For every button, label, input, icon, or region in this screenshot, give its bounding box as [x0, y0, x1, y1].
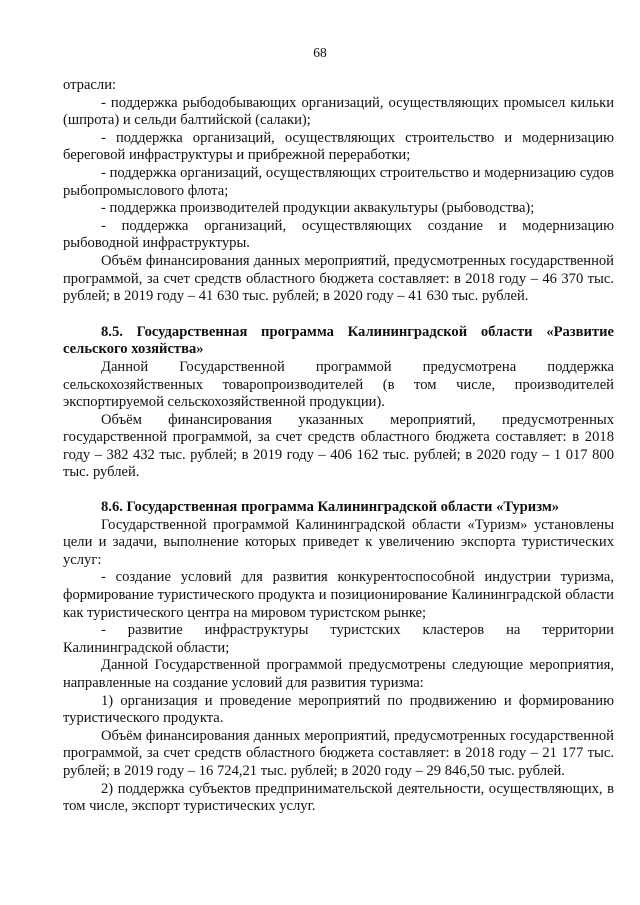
paragraph-funding-agriculture: Объём финансирования указанных мероприятий, предусмотренных государственной программой, за счет средств областного бюджета составляет: в 2018 году – 382 432 тыс. рублей; в 2019 году – 406 162 тыс. рублей; в 2020 году – 1 017 800 тыс. рублей.: [63, 411, 614, 481]
page-number: 68: [313, 45, 327, 60]
paragraph-funding-tourism: Объём финансирования данных мероприятий, предусмотренных государственной программой, за счет средств областного бюджета составляет: в 2018 году – 21 177 тыс. рублей; в 2019 году – 16 724,21 тыс. рублей; в 2020 году – 29 846,50 тыс. рублей.: [63, 727, 614, 779]
document-body: [63, 77, 614, 816]
list-item-coastal-infrastructure: - поддержка организаций, осуществляющих строительство и модернизацию береговой инфраструктуры и прибрежной переработки;: [63, 129, 614, 164]
paragraph-intro-0: отрасли:: [63, 77, 117, 93]
list-item-tourism-promotion: 1) организация и проведение мероприятий по продвижению и формированию туристического продукта.: [63, 692, 614, 727]
list-item-aquaculture: - поддержка производителей продукции аквакультуры (рыбоводства);: [101, 200, 535, 217]
list-item-tourism-business-support: 2) поддержка субъектов предпринимательской деятельности, осуществляющих, в том числе, экспорт туристических услуг.: [63, 780, 614, 815]
list-item-fishing-fleet: - поддержка организаций, осуществляющих строительство и модернизацию судов рыбопромыслового флота;: [63, 164, 614, 199]
list-item-tourism-clusters: - развитие инфраструктуры туристских кластеров на территории Калининградской области;: [63, 622, 614, 656]
list-item-tourism-industry: - создание условий для развития конкурентоспособной индустрии туризма, формирование туристического продукта и позиционирование Калининградской области как туристического центра на мировом туристском рынке;: [63, 569, 614, 621]
paragraph-agriculture-support: Данной Государственной программой предусмотрена поддержка сельскохозяйственных товаропроизводителей (в том числе, производителей экспортируемой сельскохозяйственной продукции).: [63, 358, 614, 411]
list-item-fishing-support: - поддержка рыбодобывающих организаций, осуществляющих промысел кильки (шпрота) и сельди балтийской (салаки);: [63, 94, 614, 129]
section-heading-8-5: 8.5. Государственная программа Калининградской области «Развитие сельского хозяйства»: [63, 323, 614, 358]
list-item-fish-farming-infrastructure: - поддержка организаций, осуществляющих создание и модернизацию рыбоводной инфраструктуры.: [63, 217, 614, 252]
paragraph-tourism-measures: Данной Государственной программой предусмотрены следующие мероприятия, направленные на создание условий для развития туризма:: [63, 657, 614, 691]
paragraph-tourism-goals: Государственной программой Калининградской области «Туризм» установлены цели и задачи, выполнение которых приведет к увеличению экспорта туристических услуг:: [63, 516, 614, 568]
paragraph-funding-fishery: Объём финансирования данных мероприятий, предусмотренных государственной программой, за счет средств областного бюджета составляет: в 2018 году – 46 370 тыс. рублей; в 2019 году – 41 630 тыс. рублей; в 2020 году – 41 630 тыс. рублей.: [63, 252, 614, 305]
section-heading-8-6: 8.6. Государственная программа Калининградской области «Туризм»: [101, 499, 560, 516]
